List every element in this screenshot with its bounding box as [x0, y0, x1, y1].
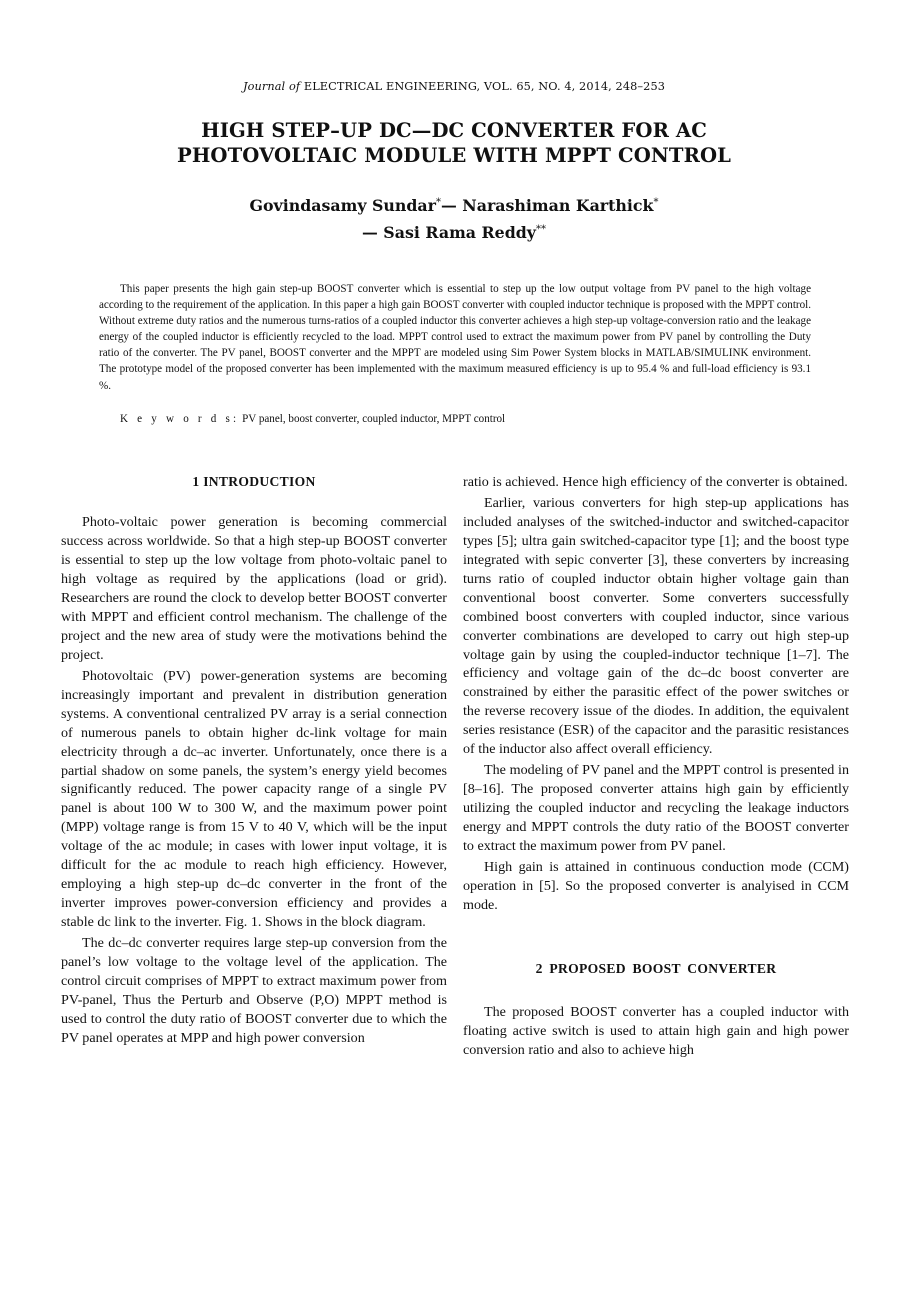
author-reddy: — Sasi Rama Reddy: [362, 223, 536, 242]
paragraph-continued: ratio is achieved. Hence high efficiency of the converter is obtained.: [463, 474, 848, 490]
paragraph: Photo-voltaic power generation is becoming commercial success across worldwide. So that a high step-up BOOST converter is essential to step up the low voltage from photo-voltaic panel to high voltage as required by the applications (load or grid). Researchers are round the clock to develop better BOOST converter with MPPT and efficient control mechanism. The challenge of the project and the new area of study were the motivations behind the project.: [61, 514, 447, 663]
affiliation-mark: *: [653, 197, 659, 208]
journal-name-italic: Journal of: [242, 80, 301, 93]
author-line-1: [60, 191, 848, 218]
paragraph: The proposed BOOST converter has a coupled inductor with floating active switch is used to attain high gain and high power conversion ratio and also to achieve high: [463, 1003, 849, 1058]
journal-volume-info: ELECTRICAL ENGINEERING, VOL. 65, NO. 4, 2014, 248–253: [303, 80, 666, 93]
author-list: [60, 191, 848, 245]
paper-title: [60, 118, 848, 168]
author-sundar: Govindasamy Sundar: [249, 196, 436, 215]
running-head: [0, 80, 908, 93]
paragraph: The modeling of PV panel and the MPPT control is presented in [8–16]. The proposed converter attains high gain by efficiently utilizing the coupled inductor and recycling the leakage inductors energy and MPPT controls the duty ratio of the BOOST converter to extract the maximum power from PV panel.: [463, 762, 849, 854]
keywords: [120, 411, 820, 427]
section-heading-introduction: 1 INTRODUCTION: [192, 474, 316, 489]
affiliation-mark: **: [535, 224, 546, 235]
paragraph: The dc–dc converter requires large step-up conversion from the panel’s low voltage to the voltage level of the application. The control circuit comprises of MPPT to extract maximum power from PV-panel, Thus the Perturb and Observe (P,O) MPPT method is used to control the duty ratio of BOOST converter due to which the PV panel operates at MPP and high power conversion: [61, 935, 447, 1046]
paragraph: Photovoltaic (PV) power-generation systems are becoming increasingly important and prevalent in distribution generation systems. A conventional centralized PV array is a serial connection of numerous panels to obtain higher dc-link voltage for main electricity through a dc–ac inverter. Unfortunately, once there is a partial shadow on some panels, the system’s energy yield becomes significantly reduced. The power capacity range of a single PV panel is about 100 W to 300 W, and the maximum power point (MPP) voltage range is from 15 V to 40 V, which will be the input voltage of the ac module; in cases with lower input voltage, it is difficult for the ac module to reach high efficiency. However, employing a high step-up dc–dc converter in the front of the inverter improves power-conversion efficiency and provides a stable dc link to the inverter. Fig. 1. Shows in the block diagram.: [61, 668, 447, 930]
title-line-2: PHOTOVOLTAIC MODULE WITH MPPT CONTROL: [176, 144, 731, 167]
author-line-2: [60, 218, 848, 245]
right-column: [463, 473, 849, 1062]
paragraph: High gain is attained in continuous conduction mode (CCM) operation in [5]. So the proposed converter is analyised in CCM mode.: [463, 859, 849, 914]
paragraph: Earlier, various converters for high step-up applications has included analyses of the switched-inductor and switched-capacitor types [5]; ultra gain switched-capacitor type [1]; and the boost type integrated with sepic converter [3], these converters by increasing turns ratio of coupled inductor obtain higher voltage gain than conventional boost converter. Some converters successfully combined boost converters with coupled inductor, since various converter combinations are developed to carry out high step-up voltage gain by using the coupled-inductor technique [1–7]. The efficiency and voltage gain of the dc–dc boost converter are constrained by either the parasitic effect of the power switches or the reverse recovery issue of the diodes. In addition, the equivalent series resistance (ESR) of the capacitor and the parasitic resistances of the inductor also affect overall efficiency.: [463, 495, 849, 758]
abstract: This paper presents the high gain step-up BOOST converter which is essential to step up the low output voltage from PV panel to the high voltage according to the requirement of the application. In this paper a high gain BOOST converter with coupled inductor technique is proposed with the MPPT control. Without extreme duty ratios and the numerous turns-ratios of a coupled inductor this converter achieves a high step-up voltage-conversion ratio and the leakage energy of the coupled inductor is efficiently recycled to the load. MPPT control used to extract the maximum power from PV panel by controlling the Duty ratio of the converter. The PV panel, BOOST converter and the MPPT are modeled using Sim Power System blocks in MATLAB/SIMULINK environment. The prototype model of the proposed converter has been implemented with the maximum measured efficiency is up to 95.4 % and full-load efficiency is 93.1 %.: [99, 283, 811, 392]
author-karthick: — Narashiman Karthick: [441, 196, 654, 215]
title-line-1: HIGH STEP–UP DC—DC CONVERTER FOR AC: [201, 119, 707, 142]
section-heading-proposed-boost-converter: 2 PROPOSED BOOST CONVERTER: [535, 961, 777, 977]
left-column: [61, 473, 447, 1050]
keywords-label: K e y w o r d s:: [120, 413, 240, 425]
affiliation-mark: *: [436, 197, 441, 208]
keywords-text: PV panel, boost converter, coupled inductor, MPPT control: [242, 413, 506, 425]
